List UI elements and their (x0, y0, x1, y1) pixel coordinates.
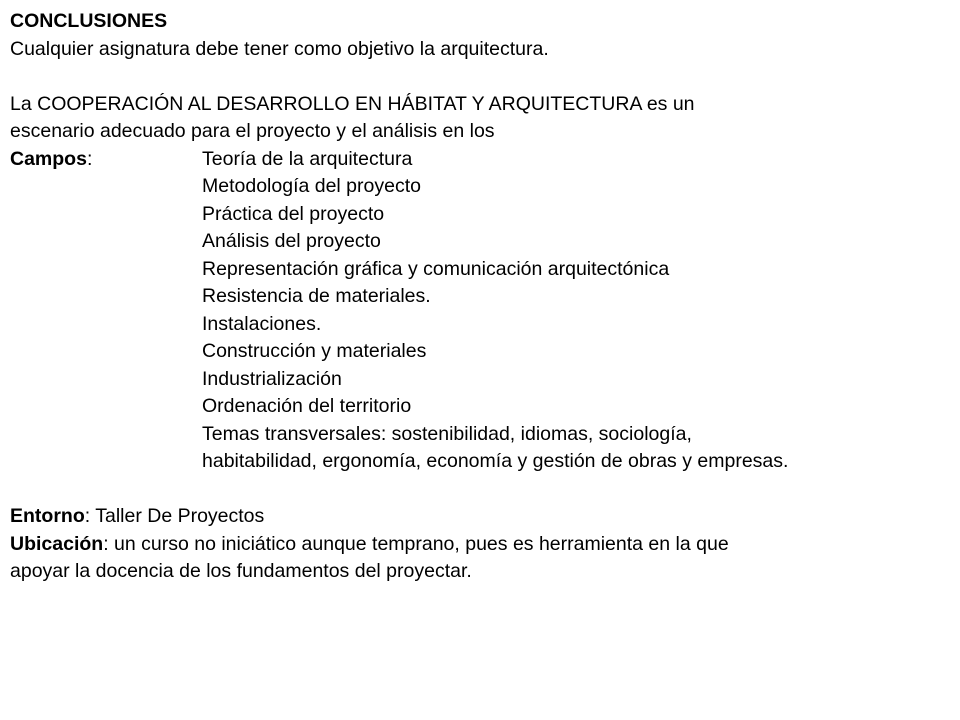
campos-item: Representación gráfica y comunicación arquitectónica (202, 257, 670, 280)
blank-line (10, 63, 950, 91)
campos-section (10, 146, 950, 449)
campos-item: Instalaciones. (202, 312, 322, 335)
entorno-text: : Taller De Proyectos (84, 505, 265, 527)
campos-label (10, 146, 202, 449)
campos-item: Metodología del proyecto (202, 175, 421, 197)
campos-item: Ordenación del territorio (202, 395, 412, 417)
campos-item: Análisis del proyecto (202, 230, 381, 252)
campos-label-text: Campos (10, 147, 87, 170)
campos-continuation: habitabilidad, ergonomía, economía y gestión de obras y empresas. (202, 450, 789, 472)
slide-title: CONCLUSIONES (10, 10, 168, 32)
ubicacion-text-line-2: apoyar la docencia de los fundamentos del proyectar. (10, 560, 472, 582)
campos-item: Teoría de la arquitectura (202, 147, 413, 170)
cooperation-text-line-2: escenario adecuado para el proyecto y el análisis en los (10, 120, 495, 142)
entorno-label: Entorno (10, 505, 85, 527)
cooperation-text-line-1: La COOPERACIÓN AL DESARROLLO EN HÁBITAT Y ARQUITECTURA es un (10, 92, 695, 115)
ubicacion-label: Ubicación (10, 532, 104, 555)
campos-item: Práctica del proyecto (202, 202, 385, 225)
ubicacion-text-line-1: : un curso no iniciático aunque temprano, pues es herramienta en la que (103, 532, 729, 555)
intro-text: Cualquier asignatura debe tener como objetivo la arquitectura. (10, 37, 549, 60)
campos-list (202, 146, 692, 449)
blank-line (10, 476, 950, 504)
campos-item: Industrialización (202, 367, 342, 390)
entorno-line (10, 503, 950, 531)
campos-item: Temas transversales: sostenibilidad, idiomas, sociología, (202, 422, 692, 445)
campos-separator: : (86, 147, 93, 170)
slide-content (10, 8, 950, 586)
campos-item: Construcción y materiales (202, 340, 427, 362)
campos-item: Resistencia de materiales. (202, 285, 431, 307)
ubicacion-line (10, 531, 950, 559)
